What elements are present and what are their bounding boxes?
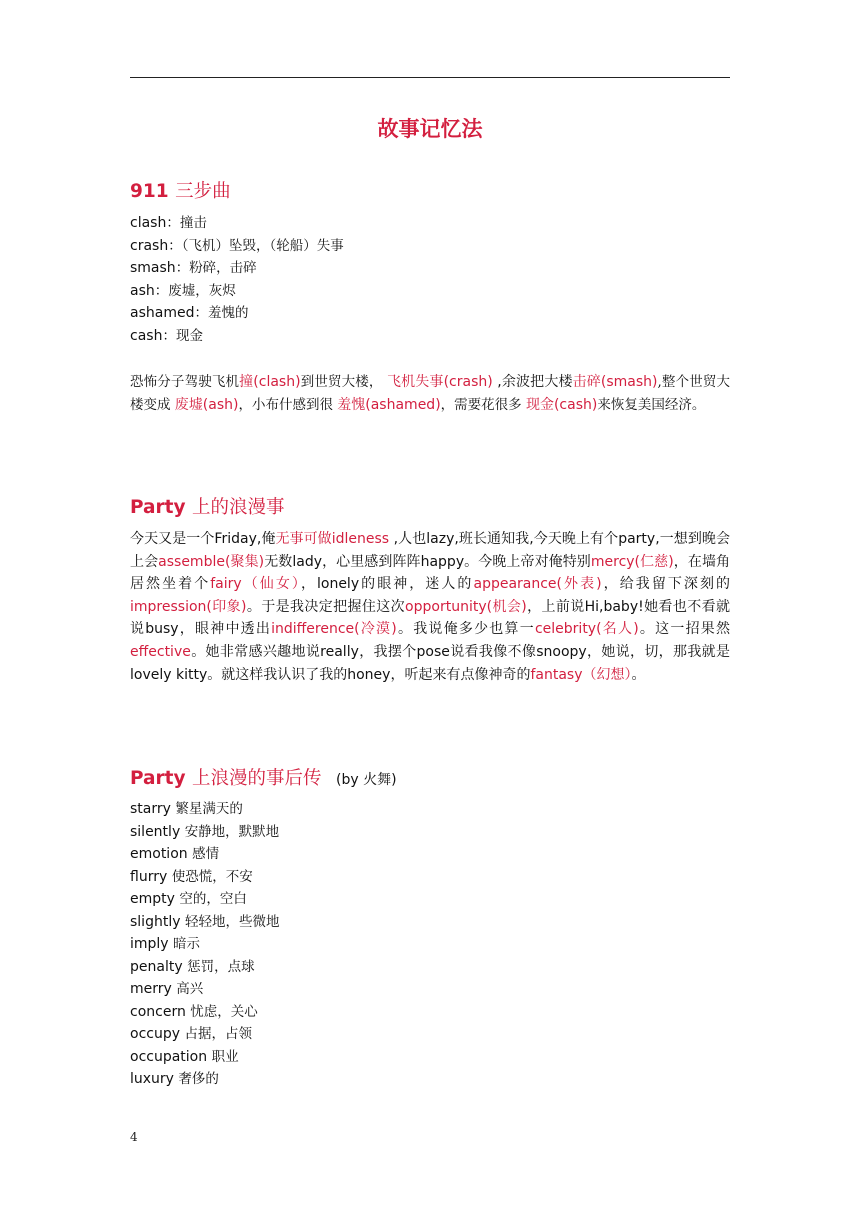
vocab-item: emotion 感情 [130,846,220,862]
vocab-item: smash：粉碎，击碎 [130,260,257,276]
vocab-list-911 [130,212,344,347]
vocab-list-sequel [130,798,279,1091]
vocab-item: merry 高兴 [130,981,204,997]
section-party-sequel-heading [130,764,397,790]
vocab-item: penalty 惩罚，点球 [130,958,255,975]
vocab-item: crash：（飞机）坠毁，（轮船）失事 [130,237,344,254]
vocab-item: occupy 占据，占领 [130,1026,252,1042]
section-sequel-title-en: Party [130,768,186,789]
vocab-item: cash：现金 [130,327,203,344]
vocab-item: silently 安静地，默默地 [130,823,280,840]
vocab-item: ashamed：羞愧的 [130,305,249,321]
section-party-title-zh: 上的浪漫事 [192,497,285,518]
section-sequel-author: (by 火舞) [336,772,397,788]
header-rule [130,77,730,78]
vocab-item: flurry 使恐慌，不安 [130,868,253,885]
vocab-item: concern 忧虑，关心 [130,1003,258,1020]
vocab-item: luxury 奢侈的 [130,1071,219,1087]
vocab-item: starry 繁星满天的 [130,801,243,817]
vocab-item: occupation 职业 [130,1048,239,1065]
vocab-item: slightly 轻轻地，些微地 [130,913,280,930]
vocab-item: clash：撞击 [130,215,207,231]
vocab-item: ash：废墟，灰烬 [130,282,236,299]
story-911: 恐怖分子驾驶飞机撞(clash)到世贸大楼， 飞机失事(crash) ,余波把大楼击碎(smash),整个世贸大楼变成 废墟(ash)，小布什感到很 羞愧(ashamed)，需要花很多 现金(cash)来恢复美国经济。 [130,374,731,413]
vocab-item: empty 空的，空白 [130,891,247,907]
section-sequel-title-zh: 上浪漫的事后传 [192,768,322,789]
page-title: 故事记忆法 [377,117,483,141]
section-911-title-zh: 三步曲 [175,181,231,202]
vocab-item: imply 暗示 [130,936,201,952]
section-party-heading [130,493,285,519]
story-party: 今天又是一个Friday,俺无事可做idleness ,人也lazy,班长通知我,今天晚上有个party,一想到晚会上会assemble(聚集)无数lady，心里感到阵阵happy。今晚上帝对俺特别mercy(仁慈)，在墙角居然坐着个fairy（仙女），lonely的眼神，迷人的appearance(外表)，给我留下深刻的impression(印象)。于是我决定把握住这次opportunity(机会)，上前说Hi,baby!她看也不看就说busy，眼神中透出indifference(冷漠)。我说俺多少也算一celebrity(名人)。这一招果然effective。她非常感兴趣地说really，我摆个pose说看我像不像snoopy，她说，切，那我就是lovely kitty。就这样我认识了我的honey，听起来有点像神奇的fantasy（幻想）。 [130,531,731,683]
section-911-heading [130,177,231,203]
page-number: 4 [130,1130,138,1144]
section-party-title-en: Party [130,497,186,518]
section-911-title-en: 911 [130,181,169,202]
